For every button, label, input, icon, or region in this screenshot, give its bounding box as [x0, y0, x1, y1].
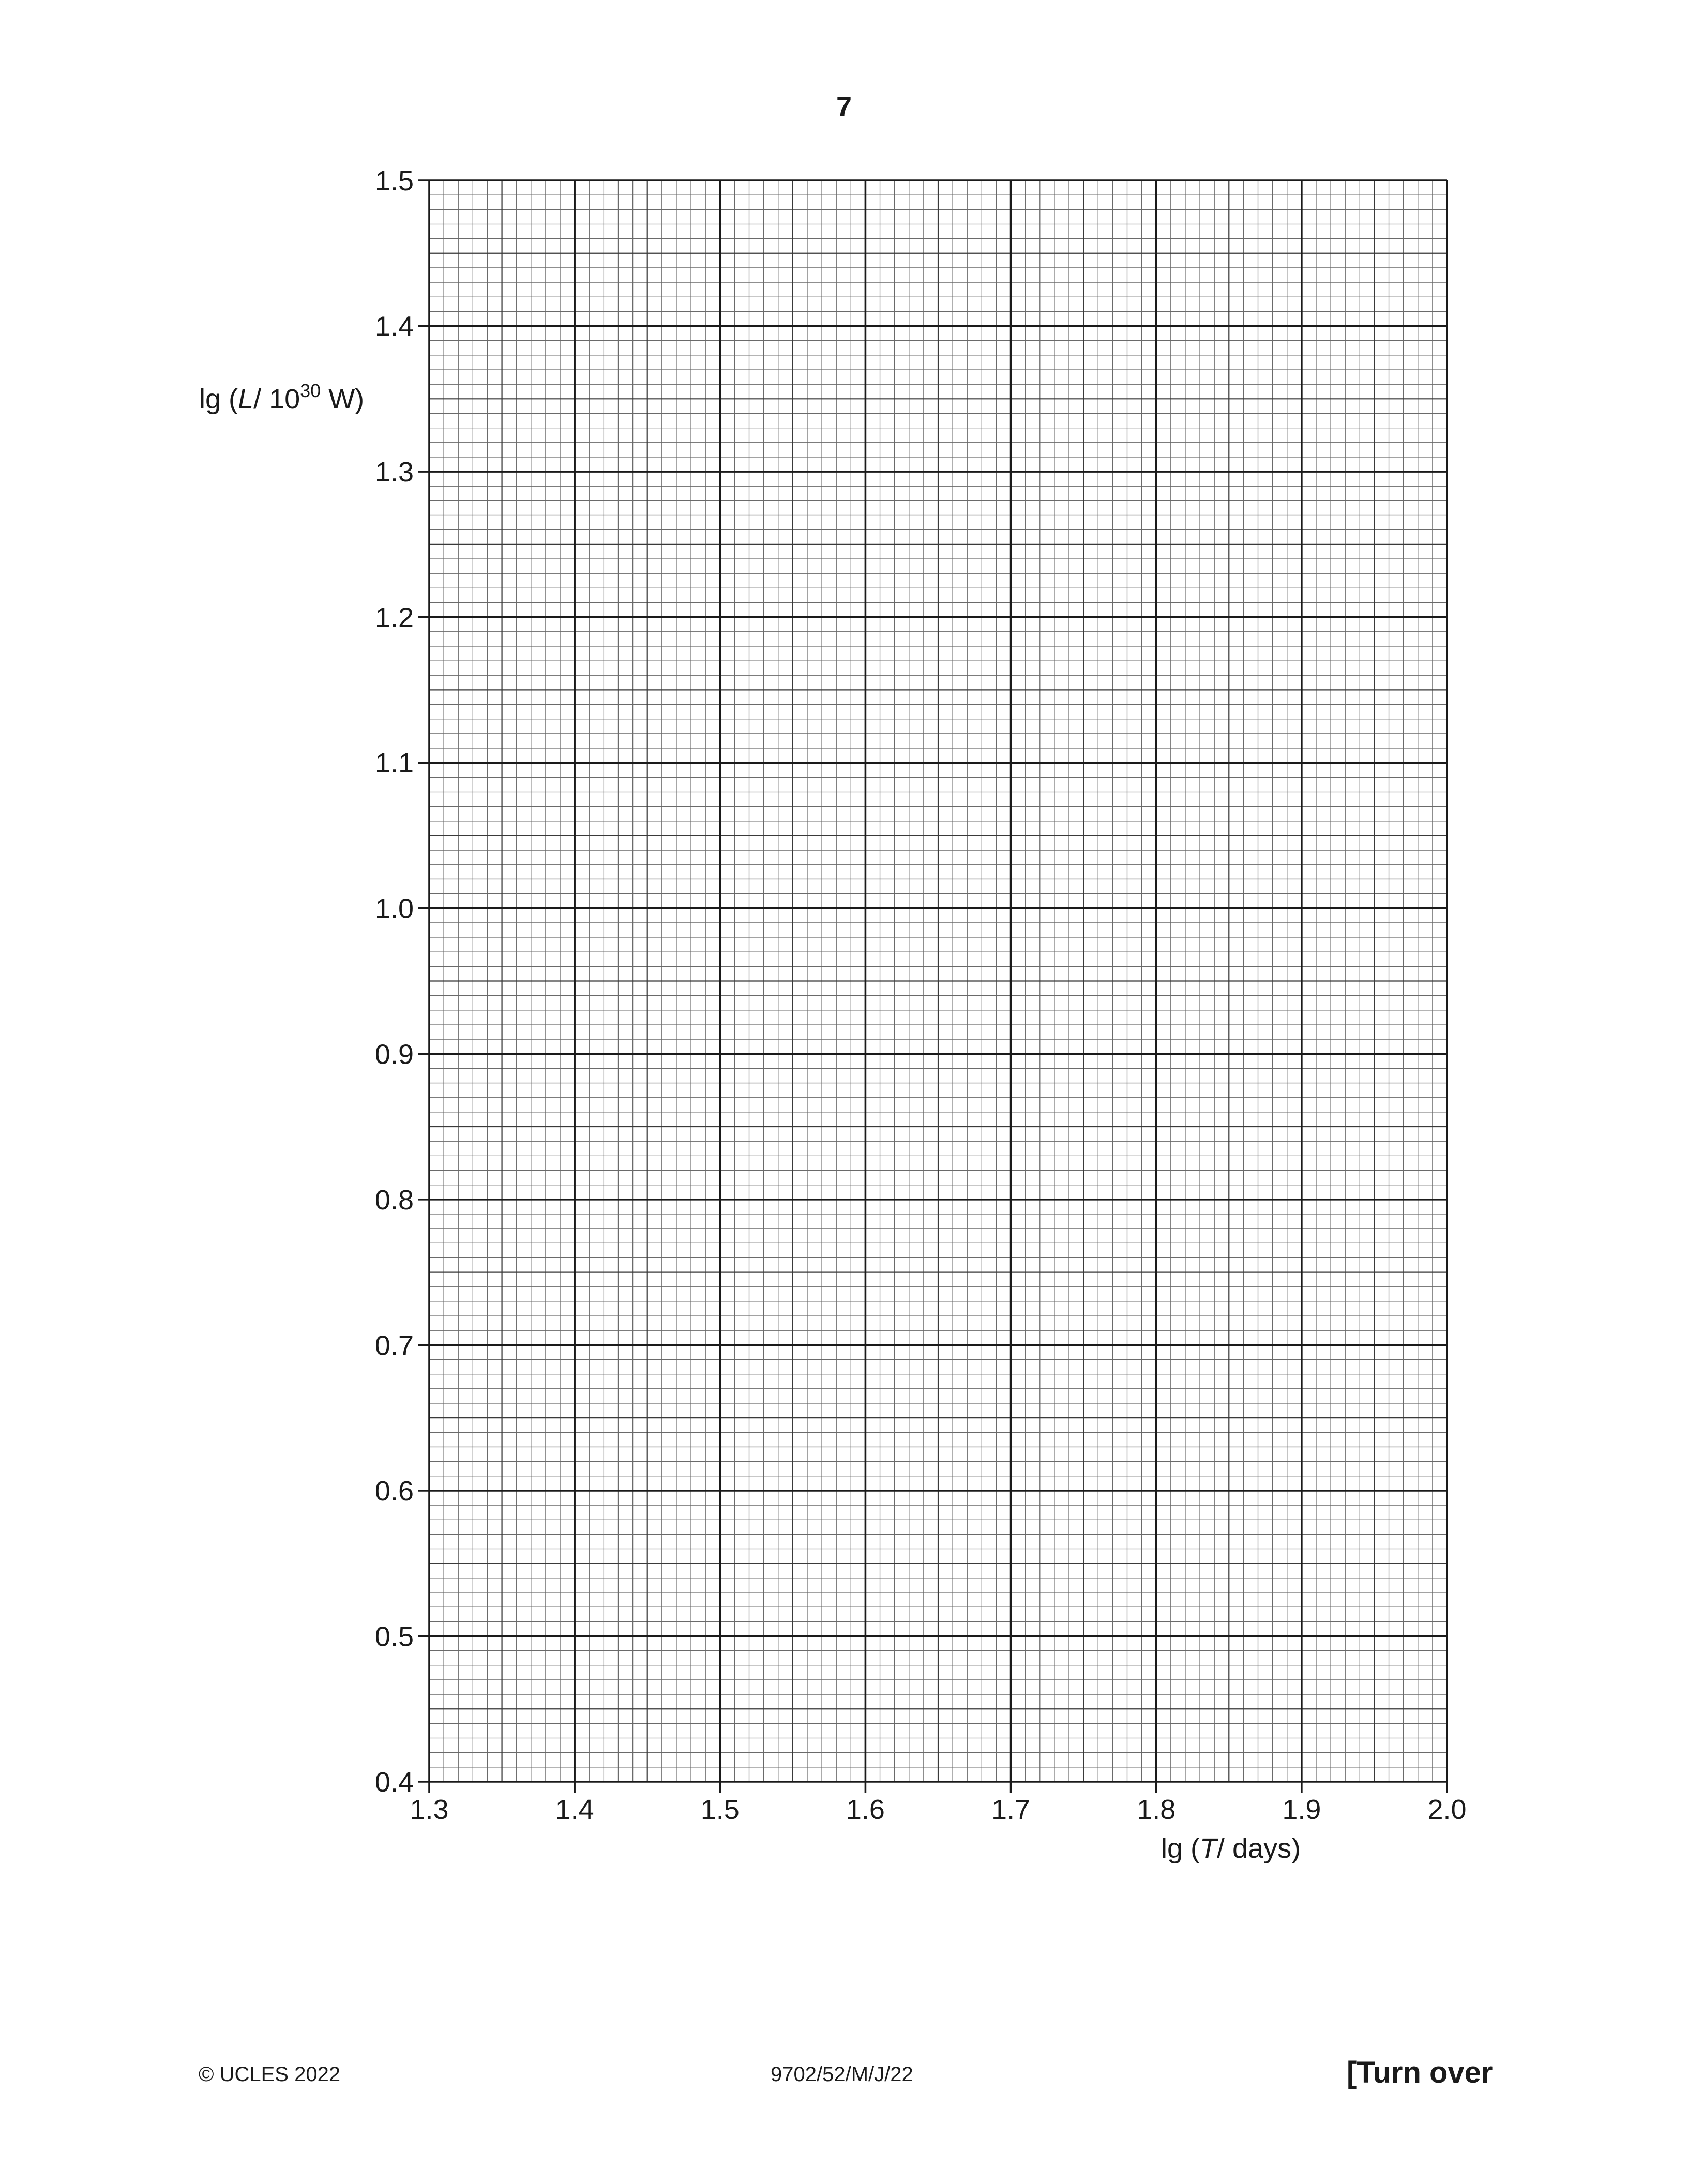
x-tick-label: 1.8: [1137, 1794, 1176, 1825]
y-tick-label: 1.0: [374, 893, 414, 924]
x-axis-label: [1161, 1833, 1301, 1864]
x-tick-labels: [410, 1794, 1466, 1825]
x-tick-label: 1.9: [1282, 1794, 1321, 1825]
x-tick-label: 1.5: [700, 1794, 740, 1825]
y-tick-label: 0.7: [374, 1330, 414, 1361]
x-tick-label: 2.0: [1427, 1794, 1467, 1825]
page-number: 7: [836, 92, 852, 123]
mid-gridlines: [429, 180, 1447, 1782]
y-tick-label: 0.8: [374, 1184, 414, 1216]
y-axis-label-unit-suffix: W): [321, 384, 365, 415]
x-tick-label: 1.4: [555, 1794, 594, 1825]
footer-turn-over: [Turn over: [1347, 2056, 1493, 2089]
x-tick-label: 1.7: [991, 1794, 1031, 1825]
y-tick-label: 1.4: [374, 311, 414, 342]
x-axis-label-variable: T: [1200, 1833, 1217, 1864]
y-tick-label: 0.9: [374, 1039, 414, 1070]
x-tick-label: 1.3: [410, 1794, 449, 1825]
y-axis-label-unit-exponent: 30: [300, 380, 321, 401]
y-tick-label: 1.2: [374, 602, 414, 633]
y-tick-label: 1.5: [374, 165, 414, 196]
y-tick-label: 1.3: [374, 457, 414, 488]
y-tick-labels: [375, 165, 414, 1798]
y-axis-label-unit-base: / 10: [253, 384, 300, 415]
y-tick-label: 0.4: [374, 1767, 414, 1798]
y-tick-label: 0.6: [374, 1475, 414, 1507]
y-tick-label: 0.5: [374, 1621, 414, 1652]
x-tick-label: 1.6: [846, 1794, 885, 1825]
y-axis-label-prefix: lg (: [199, 384, 238, 415]
footer-copyright: © UCLES 2022: [199, 2063, 341, 2086]
y-tick-label: 1.1: [374, 748, 414, 779]
y-axis-label: [199, 380, 364, 415]
axis-ticks: [418, 180, 1447, 1793]
x-axis-label-unit: / days): [1217, 1833, 1301, 1864]
y-axis-label-variable: L: [238, 384, 254, 415]
x-axis-label-prefix: lg (: [1161, 1833, 1200, 1864]
footer-paper-code: 9702/52/M/J/22: [771, 2063, 913, 2086]
